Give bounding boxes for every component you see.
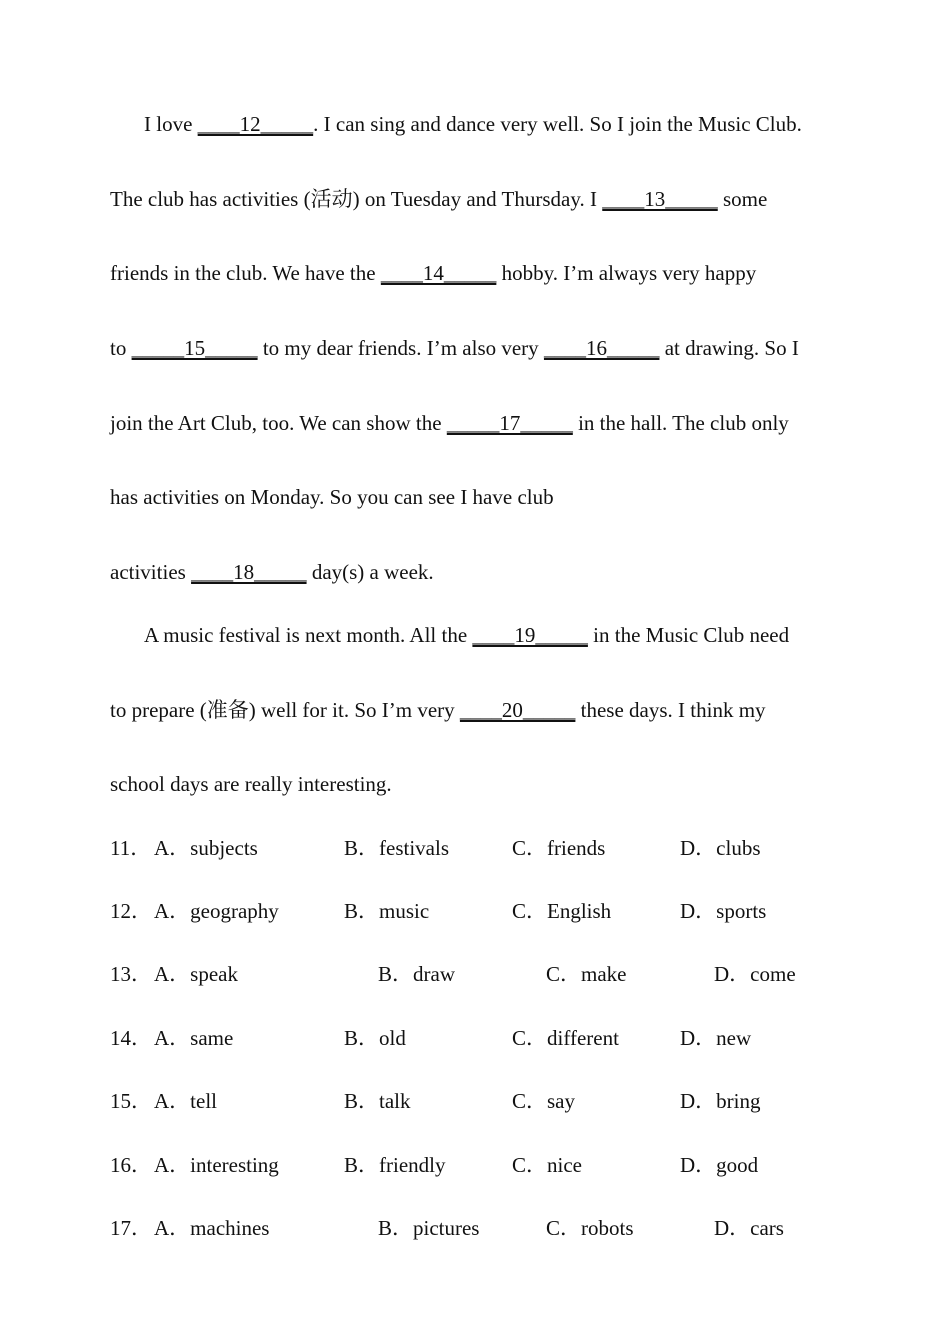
passage-text: A music festival is next month. All the xyxy=(144,623,473,647)
passage-line xyxy=(110,185,767,213)
option-a: A．geography xyxy=(154,899,279,923)
option-a: A．machines xyxy=(154,1216,270,1240)
passage-text: . I can sing and dance very well. So I join the Music Club. xyxy=(313,112,802,136)
question-16 xyxy=(110,1151,850,1179)
option-c: C．different xyxy=(512,1026,619,1050)
question-number: 14． xyxy=(110,1026,152,1050)
question-13 xyxy=(110,960,850,988)
passage-line xyxy=(110,696,766,724)
option-d: D．new xyxy=(680,1026,752,1050)
blank-14: ____14_____ xyxy=(380,261,497,285)
question-15 xyxy=(110,1087,850,1115)
option-a: A．interesting xyxy=(154,1153,279,1177)
option-b: B．old xyxy=(344,1026,406,1050)
passage-text: school days are really interesting. xyxy=(110,772,392,796)
blank-12: ____12_____ xyxy=(197,112,314,136)
option-c: C．robots xyxy=(546,1216,634,1240)
passage-line xyxy=(110,483,554,511)
passage-text: in the Music Club need xyxy=(587,623,790,647)
question-number: 17． xyxy=(110,1216,152,1240)
option-c: C．friends xyxy=(512,836,606,860)
question-number: 16． xyxy=(110,1153,152,1177)
question-number: 13． xyxy=(110,962,152,986)
question-12 xyxy=(110,897,850,925)
passage-text: The club has activities (活动) on Tuesday and Thursday. I xyxy=(110,187,603,211)
option-d: D．cars xyxy=(714,1216,784,1240)
question-number: 12． xyxy=(110,899,152,923)
passage-text: to prepare (准备) well for it. So I’m very xyxy=(110,698,460,722)
passage-text: join the Art Club, too. We can show the xyxy=(110,411,447,435)
option-d: D．bring xyxy=(680,1089,761,1113)
blank-17: _____17_____ xyxy=(446,411,573,435)
option-a: A．tell xyxy=(154,1089,217,1113)
question-17 xyxy=(110,1214,850,1242)
question-number: 15． xyxy=(110,1089,152,1113)
passage-text: some xyxy=(717,187,768,211)
passage-line xyxy=(110,558,434,586)
question-number: 11． xyxy=(110,836,152,860)
option-c: C．nice xyxy=(512,1153,582,1177)
blank-15: _____15_____ xyxy=(131,336,258,360)
option-d: D．good xyxy=(680,1153,759,1177)
option-b: B．music xyxy=(344,899,430,923)
option-c: C．English xyxy=(512,899,612,923)
question-14 xyxy=(110,1024,850,1052)
passage-text: at drawing. So I xyxy=(659,336,799,360)
passage-line xyxy=(110,334,799,362)
passage-text: I love xyxy=(144,112,198,136)
passage-line xyxy=(110,409,789,437)
passage-line xyxy=(144,110,802,138)
passage-text: to xyxy=(110,336,132,360)
passage-line xyxy=(110,259,756,287)
passage-text: activities xyxy=(110,560,192,584)
option-c: C．say xyxy=(512,1089,575,1113)
passage-text: to my dear friends. I’m also very xyxy=(257,336,544,360)
option-d: D．sports xyxy=(680,899,767,923)
passage-text: in the hall. The club only xyxy=(572,411,789,435)
option-a: A．same xyxy=(154,1026,234,1050)
option-d: D．come xyxy=(714,962,796,986)
passage-text: these days. I think my xyxy=(575,698,766,722)
option-b: B．festivals xyxy=(344,836,449,860)
option-a: A．speak xyxy=(154,962,238,986)
blank-16: ____16_____ xyxy=(543,336,660,360)
option-c: C．make xyxy=(546,962,627,986)
blank-13: ____13_____ xyxy=(602,187,718,211)
option-b: B．talk xyxy=(344,1089,411,1113)
passage-text: day(s) a week. xyxy=(306,560,434,584)
passage-text: friends in the club. We have the xyxy=(110,261,381,285)
option-a: A．subjects xyxy=(154,836,258,860)
passage-text: hobby. I’m always very happy xyxy=(496,261,757,285)
option-b: B．pictures xyxy=(378,1216,480,1240)
passage-line xyxy=(110,770,392,798)
option-d: D．clubs xyxy=(680,836,761,860)
blank-18: ____18_____ xyxy=(191,560,307,584)
question-11 xyxy=(110,834,850,862)
option-b: B．draw xyxy=(378,962,455,986)
blank-20: ____20_____ xyxy=(459,698,576,722)
passage-line xyxy=(144,621,789,649)
option-b: B．friendly xyxy=(344,1153,446,1177)
blank-19: ____19_____ xyxy=(472,623,588,647)
passage-text: has activities on Monday. So you can see I have club xyxy=(110,485,554,509)
